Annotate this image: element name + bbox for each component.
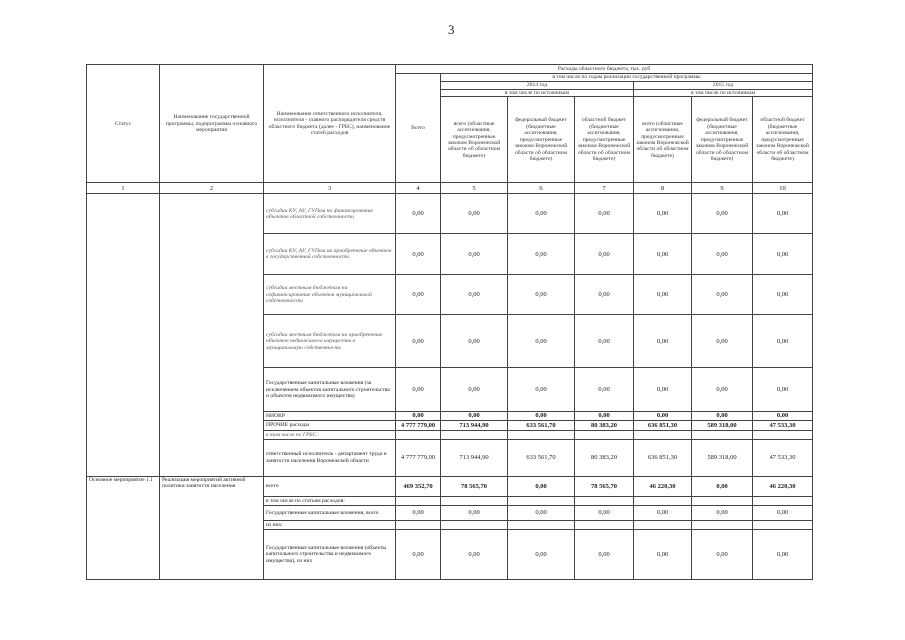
value-cell: 0,00 xyxy=(692,234,753,275)
value-cell: 0,00 xyxy=(575,234,634,275)
header-col-7: областной бюджет (бюджетные ассигнования, предусмотренные законом Воронежской области об областном бюджете) xyxy=(575,97,634,183)
column-number: 1 xyxy=(87,183,160,194)
value-cell: 0,00 xyxy=(508,194,575,234)
value-cell: 469 352,70 xyxy=(396,476,441,496)
header-executor: Наименование ответственного исполнителя, исполнителя - главного распорядителя средств областного бюджета (далее - ГРБС), наименование статей расходов xyxy=(264,65,396,183)
value-cell: 0,00 xyxy=(441,234,508,275)
column-number: 8 xyxy=(634,183,692,194)
value-cell: 0,00 xyxy=(441,368,508,412)
value-cell xyxy=(575,496,634,505)
value-cell: 0,00 xyxy=(396,234,441,275)
value-cell: 636 851,30 xyxy=(634,439,692,476)
value-cell: 0,00 xyxy=(692,529,753,579)
status-cell xyxy=(87,194,160,476)
header-incl-program: в том числе по годам реализации государственной программы xyxy=(441,74,813,82)
value-cell: 46 220,30 xyxy=(753,476,813,496)
value-cell: 46 220,30 xyxy=(634,476,692,496)
value-cell: 0,00 xyxy=(634,194,692,234)
value-cell xyxy=(634,520,692,529)
value-cell: 0,00 xyxy=(692,505,753,520)
event-name: Реализация мероприятий активной политики занятости населения xyxy=(160,476,264,579)
value-cell: 0,00 xyxy=(753,315,813,368)
value-cell: 0,00 xyxy=(575,529,634,579)
value-cell: 0,00 xyxy=(753,275,813,315)
value-cell: 0,00 xyxy=(575,315,634,368)
value-cell: 0,00 xyxy=(753,412,813,420)
value-cell: 0,00 xyxy=(396,412,441,420)
value-cell: 0,00 xyxy=(396,275,441,315)
header-sources-2015: в том числе по источникам xyxy=(634,90,813,97)
value-cell: 0,00 xyxy=(692,275,753,315)
row-label: Государственные капитальные вложения (за исключением объектов капитального строительства и объектов недвижимого имущества) xyxy=(264,368,396,412)
row-label: субсидии КУ, АУ, ГУПам на приобретение объектов в государственной собственности xyxy=(264,234,396,275)
value-cell: 0,00 xyxy=(634,412,692,420)
value-cell: 78 565,70 xyxy=(575,476,634,496)
column-number: 4 xyxy=(396,183,441,194)
value-cell xyxy=(575,520,634,529)
header-expenses: Расходы областного бюджета, тыс. руб xyxy=(396,65,813,74)
value-cell: 0,00 xyxy=(692,194,753,234)
value-cell: 0,00 xyxy=(753,194,813,234)
value-cell xyxy=(441,520,508,529)
row-label: ответственный исполнитель - департамент труда и занятости населения Воронежской области xyxy=(264,439,396,476)
value-cell: 0,00 xyxy=(508,476,575,496)
value-cell: 633 561,70 xyxy=(508,420,575,430)
value-cell: 0,00 xyxy=(441,412,508,420)
value-cell xyxy=(634,496,692,505)
value-cell xyxy=(753,430,813,439)
value-cell xyxy=(575,430,634,439)
value-cell: 0,00 xyxy=(634,368,692,412)
value-cell: 0,00 xyxy=(753,529,813,579)
value-cell: 0,00 xyxy=(441,505,508,520)
value-cell: 0,00 xyxy=(692,476,753,496)
value-cell: 0,00 xyxy=(441,529,508,579)
value-cell: 0,00 xyxy=(508,505,575,520)
header-program-name: Наименование государственной программы, подпрограммы основного мероприятия xyxy=(160,65,264,183)
row-label: ПРОЧИЕ расходы xyxy=(264,420,396,430)
value-cell xyxy=(634,430,692,439)
value-cell: 4 777 779,00 xyxy=(396,420,441,430)
header-col-6: федеральный бюджет (бюджетные ассигнования, предусмотренные законом Воронежской области об областном бюджете) xyxy=(508,97,575,183)
table-row xyxy=(87,194,813,234)
value-cell xyxy=(441,430,508,439)
value-cell: 0,00 xyxy=(508,315,575,368)
value-cell xyxy=(508,520,575,529)
value-cell xyxy=(396,496,441,505)
page-number: 3 xyxy=(448,22,455,37)
column-number: 10 xyxy=(753,183,813,194)
value-cell: 636 851,30 xyxy=(634,420,692,430)
value-cell: 0,00 xyxy=(575,368,634,412)
value-cell: 0,00 xyxy=(508,368,575,412)
column-number: 5 xyxy=(441,183,508,194)
value-cell: 589 318,00 xyxy=(692,439,753,476)
value-cell: 0,00 xyxy=(753,505,813,520)
value-cell: 0,00 xyxy=(753,234,813,275)
column-number: 6 xyxy=(508,183,575,194)
value-cell xyxy=(692,430,753,439)
value-cell xyxy=(508,430,575,439)
value-cell: 713 944,90 xyxy=(441,420,508,430)
value-cell xyxy=(396,520,441,529)
value-cell: 0,00 xyxy=(508,412,575,420)
table-row xyxy=(87,476,813,496)
value-cell: 0,00 xyxy=(575,275,634,315)
value-cell: 0,00 xyxy=(575,412,634,420)
event-status: Основное мероприятие 1.1 xyxy=(87,476,160,579)
column-number: 7 xyxy=(575,183,634,194)
value-cell: 589 318,00 xyxy=(692,420,753,430)
value-cell: 633 561,70 xyxy=(508,439,575,476)
column-numbers-row xyxy=(87,183,813,194)
value-cell xyxy=(753,520,813,529)
row-label: субсидии КУ, АУ, ГУПам на финансирование объектов областной собственности xyxy=(264,194,396,234)
value-cell: 0,00 xyxy=(508,529,575,579)
value-cell xyxy=(692,520,753,529)
value-cell: 80 383,20 xyxy=(575,439,634,476)
value-cell xyxy=(692,496,753,505)
value-cell: 0,00 xyxy=(753,368,813,412)
program-cell xyxy=(160,194,264,476)
value-cell xyxy=(396,430,441,439)
row-label: Государственные капитальные вложения (объекты капитального строительства и недвижимого имущества), из них xyxy=(264,529,396,579)
value-cell: 713 944,90 xyxy=(441,439,508,476)
row-label: субсидии местным бюджетам на приобретение объектов недвижимого имущества в муниципальную собственность xyxy=(264,315,396,368)
value-cell: 80 383,20 xyxy=(575,420,634,430)
value-cell: 0,00 xyxy=(634,505,692,520)
value-cell: 0,00 xyxy=(441,194,508,234)
value-cell: 0,00 xyxy=(396,529,441,579)
value-cell: 0,00 xyxy=(692,315,753,368)
header-sources-2014: в том числе по источникам xyxy=(441,90,634,97)
row-label: из них: xyxy=(264,520,396,529)
value-cell: 78 565,70 xyxy=(441,476,508,496)
value-cell: 0,00 xyxy=(634,529,692,579)
row-label: в том числе по статьям расходов: xyxy=(264,496,396,505)
value-cell: 0,00 xyxy=(634,275,692,315)
header-year-2014: 2014 год xyxy=(441,82,634,90)
value-cell: 0,00 xyxy=(508,234,575,275)
column-number: 9 xyxy=(692,183,753,194)
value-cell: 0,00 xyxy=(396,368,441,412)
value-cell: 0,00 xyxy=(441,275,508,315)
value-cell: 4 777 779,00 xyxy=(396,439,441,476)
header-col-9: федеральный бюджет (бюджетные ассигнования, предусмотренные законом Воронежской области об областном бюджете) xyxy=(692,97,753,183)
value-cell xyxy=(508,496,575,505)
value-cell: 0,00 xyxy=(575,505,634,520)
value-cell: 0,00 xyxy=(508,275,575,315)
row-label: НИОКР xyxy=(264,412,396,420)
header-status: Статус xyxy=(87,65,160,183)
value-cell: 0,00 xyxy=(634,234,692,275)
value-cell: 0,00 xyxy=(634,315,692,368)
value-cell: 0,00 xyxy=(692,412,753,420)
row-label: Государственные капитальные вложения, всего xyxy=(264,505,396,520)
value-cell xyxy=(753,496,813,505)
value-cell: 0,00 xyxy=(692,368,753,412)
value-cell: 0,00 xyxy=(441,315,508,368)
value-cell xyxy=(441,496,508,505)
column-number: 3 xyxy=(264,183,396,194)
row-label: всего xyxy=(264,476,396,496)
row-label: в том числе по ГРБС: xyxy=(264,430,396,439)
value-cell: 0,00 xyxy=(396,315,441,368)
row-label: субсидии местным бюджетам на софинансирование объектов муниципальной собственности xyxy=(264,275,396,315)
value-cell: 0,00 xyxy=(396,194,441,234)
column-number: 2 xyxy=(160,183,264,194)
value-cell: 47 533,30 xyxy=(753,420,813,430)
value-cell: 0,00 xyxy=(396,505,441,520)
value-cell: 0,00 xyxy=(575,194,634,234)
header-col-5: всего (областные ассигнования, предусмотренные законом Воронежской области об областном бюджете) xyxy=(441,97,508,183)
header-total: Всего xyxy=(396,74,441,183)
header-col-10: областной бюджет (бюджетные ассигнования, предусмотренные законом Воронежской области об областном бюджете) xyxy=(753,97,813,183)
budget-table xyxy=(86,64,813,580)
header-year-2015: 2015 год xyxy=(634,82,813,90)
value-cell: 47 533,30 xyxy=(753,439,813,476)
header-col-8: всего (областные ассигнования, предусмотренные законом Воронежской области об областном бюджете) xyxy=(634,97,692,183)
